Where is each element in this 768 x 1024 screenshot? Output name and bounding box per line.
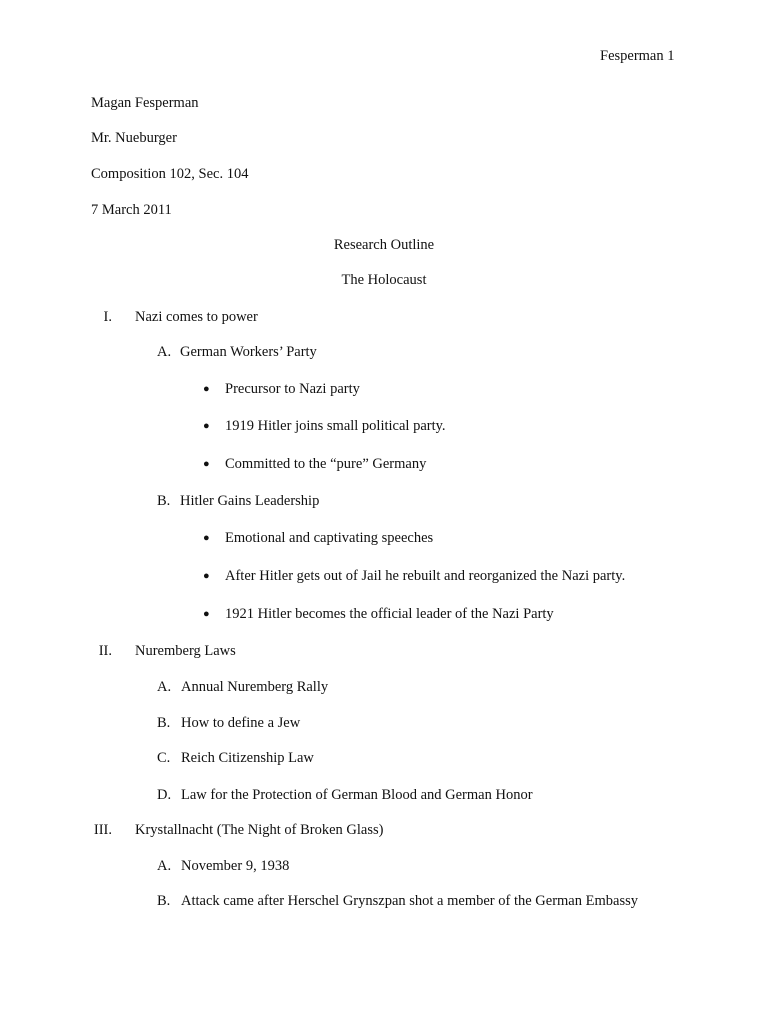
section-numeral: I. [103, 309, 112, 325]
subsection-letter: A. [157, 344, 172, 360]
subsection-heading: Annual Nuremberg Rally [181, 679, 329, 695]
section-numeral: II. [98, 643, 112, 659]
bullet-text: After Hitler gets out of Jail he rebuilt and reorganized the Nazi party. [225, 568, 626, 584]
subsection-letter: B. [157, 715, 171, 731]
author-name: Magan Fesperman [91, 95, 199, 111]
bullet-icon: ● [203, 532, 210, 544]
instructor-name: Mr. Nueburger [91, 130, 177, 146]
document-subtitle: The Holocaust [341, 272, 427, 288]
subsection-letter: D. [157, 787, 172, 803]
subsection-heading: November 9, 1938 [181, 858, 290, 874]
subsection-letter: B. [157, 493, 171, 509]
bullet-text: Committed to the “pure” Germany [225, 456, 427, 472]
section-heading: Nazi comes to power [135, 309, 258, 325]
document-title: Research Outline [333, 237, 435, 253]
section-heading: Nuremberg Laws [135, 643, 236, 659]
bullet-icon: ● [203, 383, 210, 395]
bullet-icon: ● [203, 608, 210, 620]
subsection-heading: Reich Citizenship Law [181, 750, 314, 766]
subsection-letter: C. [157, 750, 171, 766]
subsection-letter: B. [157, 893, 171, 909]
course-name: Composition 102, Sec. 104 [91, 166, 249, 182]
bullet-text: Precursor to Nazi party [225, 381, 360, 397]
subsection-letter: A. [157, 858, 172, 874]
subsection-heading: Hitler Gains Leadership [180, 493, 320, 509]
subsection-heading: Attack came after Herschel Grynszpan shot a member of the German Embassy [181, 893, 638, 909]
bullet-icon: ● [203, 570, 210, 582]
bullet-icon: ● [203, 420, 210, 432]
bullet-icon: ● [203, 458, 210, 470]
bullet-text: 1919 Hitler joins small political party. [225, 418, 446, 434]
subsection-letter: A. [157, 679, 172, 695]
section-heading: Krystallnacht (The Night of Broken Glass) [135, 822, 384, 838]
subsection-heading: Law for the Protection of German Blood and German Honor [181, 787, 533, 803]
subsection-heading: German Workers’ Party [180, 344, 317, 360]
document-date: 7 March 2011 [91, 202, 172, 218]
bullet-text: 1921 Hitler becomes the official leader of the Nazi Party [225, 606, 554, 622]
running-head: Fesperman 1 [600, 48, 675, 64]
subsection-heading: How to define a Jew [181, 715, 301, 731]
section-numeral: III. [93, 822, 112, 838]
bullet-text: Emotional and captivating speeches [225, 530, 434, 546]
